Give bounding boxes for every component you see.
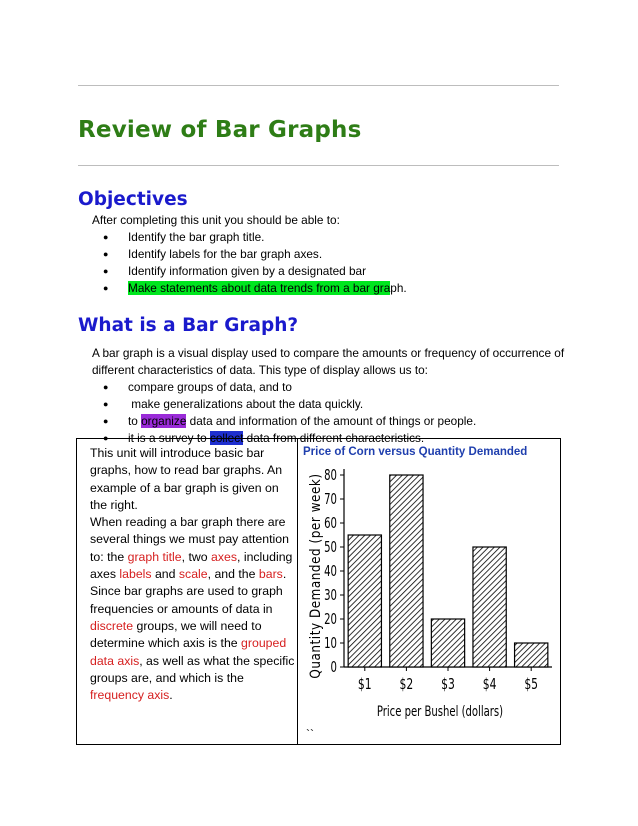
term-axes: axes	[211, 549, 237, 564]
term-grouped-axis: grouped data axis	[90, 636, 287, 668]
y-axis-label: Quantity Demanded (per week)	[307, 473, 325, 679]
bar	[515, 643, 548, 667]
y-tick-label: 40	[324, 563, 338, 581]
list-item: ● it is a survey to collect data from different characteristics.	[103, 430, 476, 447]
x-axis-label: Price per Bushel (dollars)	[376, 702, 504, 720]
list-item: ● make generalizations about the data quickly.	[103, 396, 476, 413]
term-scale: scale	[178, 567, 208, 582]
y-tick-label: 0	[330, 659, 338, 677]
list-item: ● Identify information given by a designated bar	[103, 263, 407, 280]
list-item: ● Make statements about data trends from a bar graph.	[103, 280, 407, 297]
objectives-intro: After completing this unit you should be able to:	[92, 213, 340, 227]
y-tick-label: 50	[324, 539, 338, 557]
y-tick-label: 20	[324, 611, 338, 629]
chart-title: Price of Corn versus Quantity Demanded	[303, 446, 528, 458]
term-graph-title: graph title	[127, 549, 182, 564]
list-item: ● Identify the bar graph title.	[103, 229, 407, 246]
stray-mark: ``	[306, 727, 314, 741]
bar	[473, 547, 506, 667]
y-tick-label: 80	[324, 467, 338, 485]
bar	[431, 619, 464, 667]
y-tick-label: 30	[324, 587, 338, 605]
term-labels: labels	[119, 567, 152, 582]
highlighted-text: Make statements about data trends from a bar gra	[128, 281, 391, 295]
term-discrete: discrete	[90, 618, 134, 633]
y-tick-label: 60	[324, 515, 338, 533]
x-tick-label: $5	[524, 675, 539, 694]
objectives-heading: Objectives	[78, 189, 188, 210]
list-item: ● Identify labels for the bar graph axes.	[103, 246, 407, 263]
y-tick-label: 70	[324, 491, 338, 509]
y-tick-label: 10	[324, 635, 338, 653]
list-item: ● compare groups of data, and to	[103, 379, 476, 396]
list-item: ● to organize data and information of the amount of things or people.	[103, 413, 476, 430]
x-tick-label: $3	[441, 675, 455, 694]
term-frequency-axis: frequency axis	[90, 688, 170, 703]
what-is-paragraph: A bar graph is a visual display used to compare the amounts or frequency of occurrence of different characteristics of data. This type of display allows us to:	[92, 346, 565, 377]
page-title: Review of Bar Graphs	[78, 117, 362, 143]
bar	[390, 475, 423, 667]
x-tick-label: $4	[482, 675, 497, 694]
what-is-heading: What is a Bar Graph?	[78, 315, 299, 336]
x-tick-label: $1	[357, 675, 372, 694]
bar	[348, 535, 381, 667]
x-tick-label: $2	[399, 675, 414, 694]
explanation-text: This unit will introduce basic bar graphs, how to read bar graphs. An example of a bar graph is given on the right. When reading a bar graph there are several things we must pay attention to: the graph title, two axes, including axes labels and scale, and the bars. Since bar graphs are used to graph frequencies or amounts of data in discrete groups, we will need to determine which axis is the grouped data axis, as well as what the specific groups are, and which is the frequency axis.	[90, 446, 295, 703]
term-bars: bars	[258, 567, 283, 582]
